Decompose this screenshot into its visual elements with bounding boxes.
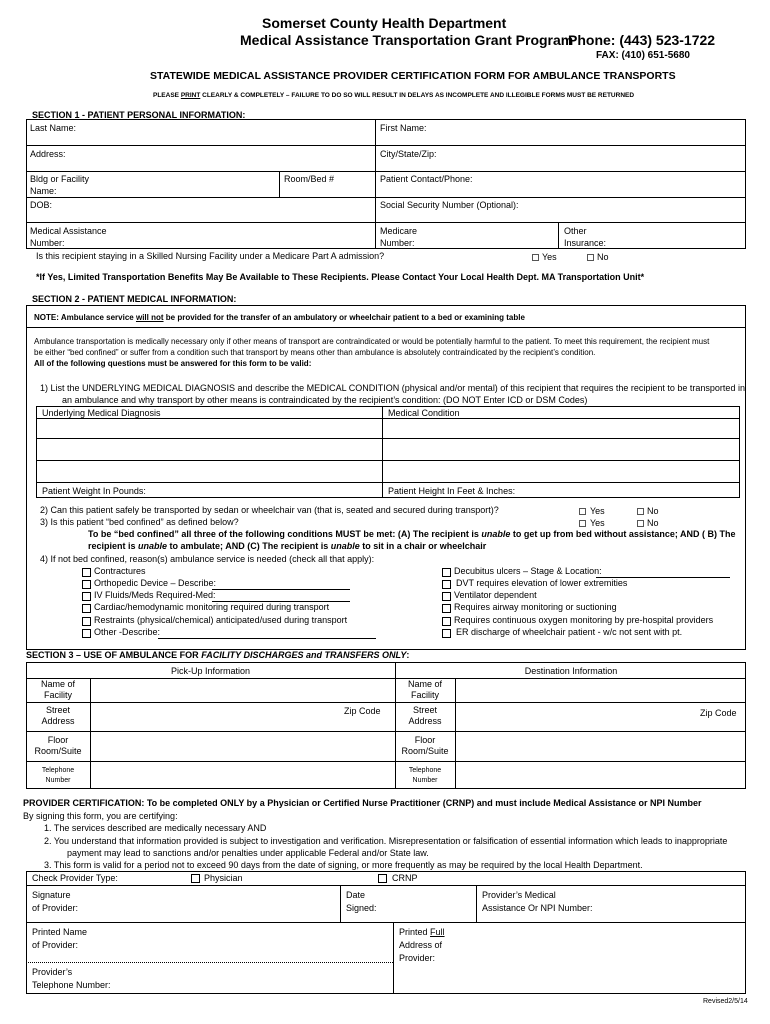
pickup-telephone-input[interactable]	[91, 762, 394, 788]
diagnosis-input[interactable]	[37, 419, 381, 481]
pickup-floor-label: Floor Room/Suite	[34, 735, 82, 756]
necessity-para-3: All of the following questions must be answered for this form to be valid:	[34, 359, 312, 368]
dest-telephone-input[interactable]	[456, 762, 745, 788]
other-label: Other -Describe:	[94, 627, 161, 637]
crnp-checkbox[interactable]	[378, 874, 387, 883]
crnp-label: CRNP	[392, 873, 418, 883]
q3-no-checkbox[interactable]	[637, 520, 644, 527]
revision-date: Revised2/5/14	[703, 998, 748, 1005]
phone: Phone: (443) 523-1722	[568, 32, 716, 48]
col-condition: Medical Condition	[388, 408, 460, 418]
contractures-checkbox[interactable]	[82, 568, 91, 577]
bed-confined-def-1: To be “bed confined” all three of the following conditions MUST be met: (A) The recipient is unable to get up from bed without assistance; AND ( B) The	[88, 529, 736, 539]
dest-telephone-label: Telephone Number	[408, 767, 442, 784]
cert-intro: By signing this form, you are certifying:	[23, 811, 178, 821]
cardiac-checkbox[interactable]	[82, 604, 91, 613]
pickup-name-label: Name of Facility	[40, 679, 75, 700]
section1-title: SECTION 1 - PATIENT PERSONAL INFORMATION:	[32, 110, 246, 120]
dvt-label: DVT requires elevation of lower extremities	[456, 578, 628, 588]
ma-number-field[interactable]: Number:	[30, 238, 65, 248]
col-diagnosis: Underlying Medical Diagnosis	[42, 408, 161, 418]
org-name: Somerset County Health Department	[262, 15, 507, 31]
oxygen-label: Requires continuous oxygen monitoring by pre-hospital providers	[454, 615, 714, 625]
q3-yes-label: Yes	[590, 518, 605, 528]
decubitus-label: Decubitus ulcers – Stage & Location:	[454, 566, 602, 576]
date-signed-field[interactable]: Date Signed:	[346, 890, 377, 913]
condition-input[interactable]	[383, 419, 739, 481]
physician-checkbox[interactable]	[191, 874, 200, 883]
facility-name-field[interactable]: Name:	[30, 186, 57, 196]
pickup-header: Pick-Up Information	[170, 666, 251, 676]
er-discharge-checkbox[interactable]	[442, 629, 451, 638]
dvt-checkbox[interactable]	[442, 580, 451, 589]
physician-label: Physician	[204, 873, 243, 883]
pickup-telephone-label: Telephone Number	[41, 767, 75, 784]
address-field[interactable]: Address:	[30, 149, 66, 159]
cert-item-2a: 2. You understand that information provided is subject to investigation and verification. Misrepresentation or falsification of essential information which leads to inappropriate	[44, 836, 728, 846]
ventilator-checkbox[interactable]	[442, 592, 451, 601]
pickup-facility-input[interactable]	[91, 679, 394, 701]
section3-title: SECTION 3 – USE OF AMBULANCE FOR FACILITY DISCHARGES and TRANSFERS ONLY:	[26, 650, 410, 660]
other-describe-input[interactable]	[158, 638, 376, 639]
bed-confined-def-2: recipient is unable to ambulate; AND (C) The recipient is unable to sit in a chair or wheelchair	[88, 541, 487, 551]
q2-yes-checkbox[interactable]	[579, 508, 586, 515]
q1-line1: 1) List the UNDERLYING MEDICAL DIAGNOSIS and describe the MEDICAL CONDITION (physical and/or mental) of this recipient that requires the recipient to be transported in	[40, 383, 745, 393]
decubitus-checkbox[interactable]	[442, 568, 451, 577]
cert-title: PROVIDER CERTIFICATION: To be completed ONLY by a Physician or Certified Nurse Practitioner (CRNP) and must include Medical Assistance or NPI Number	[23, 798, 702, 808]
orthopedic-label: Orthopedic Device – Describe:	[94, 578, 217, 588]
other-checkbox[interactable]	[82, 629, 91, 638]
pickup-street-input[interactable]	[91, 703, 341, 730]
cert-item-2b: payment may lead to sanctions and/or penalties under applicable Federal and/or State law.	[67, 848, 429, 858]
contractures-label: Contractures	[94, 566, 146, 576]
q1-line2: an ambulance and why transport by other means is contraindicated by the recipient’s condition: (DO NOT Enter ICD or DSM Codes)	[62, 395, 588, 405]
pickup-street-label: Street Address	[41, 705, 75, 726]
restraints-label: Restraints (physical/chemical) anticipated/used during transport	[94, 615, 348, 625]
snf-yes-label: Yes	[542, 252, 557, 262]
er-discharge-label: ER discharge of wheelchair patient - w/c not sent with pt.	[456, 627, 683, 637]
pickup-floor-input[interactable]	[91, 732, 394, 760]
dest-facility-input[interactable]	[456, 679, 745, 701]
cert-item-1: 1. The services described are medically necessary AND	[44, 823, 267, 833]
medicare-number-label: Medicare	[380, 226, 418, 236]
q2-no-label: No	[647, 506, 659, 516]
cardiac-label: Cardiac/hemodynamic monitoring required during transport	[94, 602, 330, 612]
q2-no-checkbox[interactable]	[637, 508, 644, 515]
other-insurance-label: Other	[564, 226, 587, 236]
restraints-checkbox[interactable]	[82, 617, 91, 626]
ventilator-label: Ventilator dependent	[454, 590, 537, 600]
orthopedic-checkbox[interactable]	[82, 580, 91, 589]
printed-name-field[interactable]: Printed Name of Provider:	[32, 927, 88, 950]
patient-contact-field[interactable]: Patient Contact/Phone:	[380, 174, 473, 184]
provider-address-field[interactable]: Printed Full Address of Provider:	[399, 927, 445, 963]
check-provider-type-label: Check Provider Type:	[32, 873, 118, 883]
ssn-field[interactable]: Social Security Number (Optional):	[380, 200, 519, 210]
snf-yes-checkbox[interactable]	[532, 254, 539, 261]
necessity-para-2: be either “bed confined” or suffer from a condition such that transport by means other than ambulance is absolutely contraindicated by the recipient’s condition.	[34, 348, 596, 357]
destination-header: Destination Information	[524, 666, 618, 676]
fax: FAX: (410) 651-5680	[596, 50, 690, 61]
necessity-para-1: Ambulance transportation is medically necessary only if other means of transport are contraindicated or would be potentially harmful to the patient. To meet this requirement, the recipient must	[34, 337, 710, 346]
q3-yes-checkbox[interactable]	[579, 520, 586, 527]
city-state-zip-field[interactable]: City/State/Zip:	[380, 149, 437, 159]
q4-text: 4) If not bed confined, reason(s) ambulance service is needed (check all that apply):	[40, 554, 375, 564]
cert-table	[26, 871, 746, 994]
orthopedic-describe-input[interactable]	[212, 589, 350, 590]
facility-name-label: Bldg or Facility	[30, 174, 90, 184]
print-instruction: PLEASE PRINT CLEARLY & COMPLETELY – FAILURE TO DO SO WILL RESULT IN DELAYS AS INCOMPLETE AND ILLEGIBLE FORMS MUST BE RETURNED	[153, 92, 635, 99]
iv-fluids-checkbox[interactable]	[82, 592, 91, 601]
cert-item-3: 3. This form is valid for a period not to exceed 90 days from the date of signing, or more frequently as may be required by the local Health Department.	[44, 860, 643, 870]
weight-field[interactable]: Patient Weight In Pounds:	[42, 486, 146, 496]
form-title: STATEWIDE MEDICAL ASSISTANCE PROVIDER CERTIFICATION FORM FOR AMBULANCE TRANSPORTS	[150, 70, 676, 82]
ambulance-note: NOTE: Ambulance service will not be provided for the transfer of an ambulatory or wheelchair patient to a bed or examining table	[34, 313, 525, 322]
dest-floor-input[interactable]	[456, 732, 745, 760]
snf-no-label: No	[597, 252, 609, 262]
other-insurance-field[interactable]: Insurance:	[564, 238, 607, 248]
height-field[interactable]: Patient Height In Feet & Inches:	[388, 486, 516, 496]
program-name: Medical Assistance Transportation Grant Program	[240, 32, 574, 48]
medicare-number-field[interactable]: Number:	[380, 238, 415, 248]
snf-question: Is this recipient staying in a Skilled Nursing Facility under a Medicare Part A admission?	[36, 251, 385, 261]
pickup-zip-field[interactable]: Zip Code	[344, 706, 381, 716]
section2-title: SECTION 2 - PATIENT MEDICAL INFORMATION:	[32, 294, 237, 304]
first-name-field[interactable]: First Name:	[380, 123, 427, 133]
signature-field[interactable]: Signature of Provider:	[32, 890, 79, 913]
airway-checkbox[interactable]	[442, 604, 451, 613]
dest-name-label: Name of Facility	[407, 679, 442, 700]
provider-telephone-field[interactable]: Provider’s Telephone Number:	[32, 967, 111, 990]
q2-yes-label: Yes	[590, 506, 605, 516]
snf-no-checkbox[interactable]	[587, 254, 594, 261]
npi-number-field[interactable]: Provider’s Medical Assistance Or NPI Number:	[482, 890, 593, 913]
q3-no-label: No	[647, 518, 659, 528]
snf-note: *If Yes, Limited Transportation Benefits May Be Available to These Recipients. Please Contact Your Local Health Dept. MA Transportation Unit*	[36, 272, 645, 282]
dest-street-label: Street Address	[408, 705, 442, 726]
dest-zip-field[interactable]: Zip Code	[700, 708, 737, 718]
dob-field[interactable]: DOB:	[30, 200, 53, 210]
ma-number-label: Medical Assistance	[30, 226, 107, 236]
dest-floor-label: Floor Room/Suite	[401, 735, 449, 756]
iv-fluids-label: IV Fluids/Meds Required-Med:	[94, 590, 216, 600]
dest-street-input[interactable]	[456, 703, 696, 730]
last-name-field[interactable]: Last Name:	[30, 123, 77, 133]
oxygen-checkbox[interactable]	[442, 617, 451, 626]
airway-label: Requires airway monitoring or suctioning	[454, 602, 617, 612]
room-bed-field[interactable]: Room/Bed #	[284, 174, 335, 184]
q2-text: 2) Can this patient safely be transported by sedan or wheelchair van (that is, seated and secured during transport)?	[40, 505, 499, 515]
q3-text: 3) Is this patient “bed confined” as defined below?	[40, 517, 239, 527]
